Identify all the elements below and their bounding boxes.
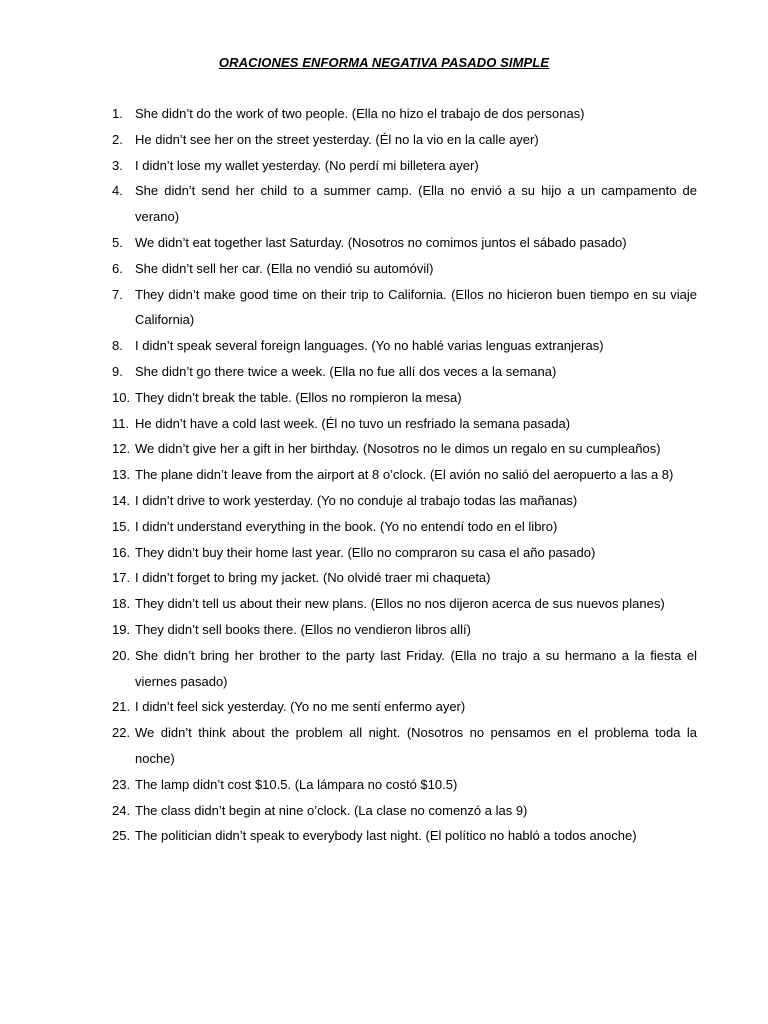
list-item xyxy=(0,153,768,179)
list-item xyxy=(0,694,768,720)
item-number: 17. xyxy=(112,570,131,586)
item-number: 10. xyxy=(112,389,131,405)
list-item xyxy=(0,436,768,462)
item-text: She didn’t go there twice a week. (Ella no fue allí dos veces a la semana) xyxy=(135,363,557,379)
item-text: We didn’t think about the problem all night. (Nosotros no pensamos en el problema toda la noche) xyxy=(135,725,697,766)
item-text: She didn’t sell her car. (Ella no vendió su automóvil) xyxy=(135,260,434,276)
item-text: I didn’t forget to bring my jacket. (No olvidé traer mi chaqueta) xyxy=(135,570,491,586)
item-number: 19. xyxy=(112,621,131,637)
item-number: 14. xyxy=(112,492,131,508)
item-number: 13. xyxy=(112,467,131,483)
item-number: 20. xyxy=(112,647,131,663)
item-text: The class didn’t begin at nine o’clock. (La clase no comenzó a las 9) xyxy=(135,802,528,818)
item-text: He didn’t have a cold last week. (Él no tuvo un resfriado la semana pasada) xyxy=(135,415,571,431)
item-text: I didn’t drive to work yesterday. (Yo no conduje al trabajo todas las mañanas) xyxy=(135,492,578,508)
item-text: She didn’t bring her brother to the party last Friday. (Ella no trajo a su hermano a la fiesta el viernes pasado) xyxy=(135,647,697,689)
list-item xyxy=(0,565,768,591)
item-text: The lamp didn’t cost $10.5. (La lámpara no costó $10.5) xyxy=(135,776,458,792)
item-text: They didn’t buy their home last year. (Ello no compraron su casa el año pasado) xyxy=(135,544,596,560)
item-text: I didn’t lose my wallet yesterday. (No perdí mi billetera ayer) xyxy=(135,157,479,173)
list-item xyxy=(0,256,768,282)
item-number: 24. xyxy=(112,802,131,818)
item-number: 9. xyxy=(112,363,123,379)
item-number: 23. xyxy=(112,776,131,792)
item-text: We didn’t eat together last Saturday. (Nosotros no comimos juntos el sábado pasado) xyxy=(135,234,627,250)
list-item xyxy=(0,385,768,411)
page-title: ORACIONES ENFORMA NEGATIVA PASADO SIMPLE xyxy=(218,55,550,70)
item-number: 15. xyxy=(112,518,131,534)
list-item xyxy=(0,462,768,488)
item-number: 8. xyxy=(112,338,123,354)
list-item xyxy=(0,823,768,849)
item-text: I didn’t feel sick yesterday. (Yo no me sentí enfermo ayer) xyxy=(135,699,466,715)
list-item xyxy=(0,540,768,566)
list-item xyxy=(0,101,768,127)
item-text: She didn’t do the work of two people. (Ella no hizo el trabajo de dos personas) xyxy=(135,106,585,121)
list-item xyxy=(0,643,768,695)
item-number: 7. xyxy=(112,286,123,302)
item-text: I didn’t speak several foreign languages. (Yo no hablé varias lenguas extranjeras) xyxy=(135,338,604,354)
list-item xyxy=(0,514,768,540)
item-text: We didn’t give her a gift in her birthday. (Nosotros no le dimos un regalo en su cumpleaños) xyxy=(135,441,661,457)
list-item xyxy=(0,488,768,514)
list-item xyxy=(0,359,768,385)
item-text: They didn’t make good time on their trip to California. (Ellos no hicieron buen tiempo en su viaje California) xyxy=(135,286,697,328)
item-text: I didn’t understand everything in the book. (Yo no entendí todo en el libro) xyxy=(135,518,558,534)
item-number: 21. xyxy=(112,699,131,715)
list-item xyxy=(0,617,768,643)
item-number: 11. xyxy=(112,415,130,431)
item-text: They didn’t sell books there. (Ellos no vendieron libros allí) xyxy=(135,621,472,637)
item-number: 4. xyxy=(112,183,123,199)
list-item xyxy=(0,591,768,617)
list-item xyxy=(0,282,768,334)
item-number: 5. xyxy=(112,234,123,250)
list-item xyxy=(0,772,768,798)
item-number: 22. xyxy=(112,725,131,741)
list-item xyxy=(0,798,768,824)
item-number: 25. xyxy=(112,828,131,844)
item-number: 16. xyxy=(112,544,131,560)
item-number: 3. xyxy=(112,157,123,173)
item-number: 12. xyxy=(112,441,131,457)
list-item xyxy=(0,720,768,772)
item-number: 2. xyxy=(112,131,123,147)
item-number: 18. xyxy=(112,596,131,612)
item-text: She didn’t send her child to a summer camp. (Ella no envió a su hijo a un campamento de verano) xyxy=(135,183,697,225)
list-item xyxy=(0,127,768,153)
list-item xyxy=(0,333,768,359)
item-text: The plane didn’t leave from the airport at 8 o’clock. (El avión no salió del aeropuerto a las a 8) xyxy=(135,467,674,483)
item-text: They didn’t break the table. (Ellos no rompieron la mesa) xyxy=(135,389,462,405)
item-text: They didn’t tell us about their new plans. (Ellos no nos dijeron acerca de sus nuevos planes) xyxy=(135,596,665,612)
sentence-list xyxy=(0,101,768,849)
item-number: 6. xyxy=(112,260,123,276)
item-number: 1. xyxy=(112,106,123,121)
item-text: The politician didn’t speak to everybody last night. (El político no habló a todos anoche) xyxy=(135,828,637,844)
list-item xyxy=(0,178,768,230)
list-item xyxy=(0,411,768,437)
list-item xyxy=(0,230,768,256)
item-text: He didn’t see her on the street yesterday. (Él no la vio en la calle ayer) xyxy=(135,131,539,147)
